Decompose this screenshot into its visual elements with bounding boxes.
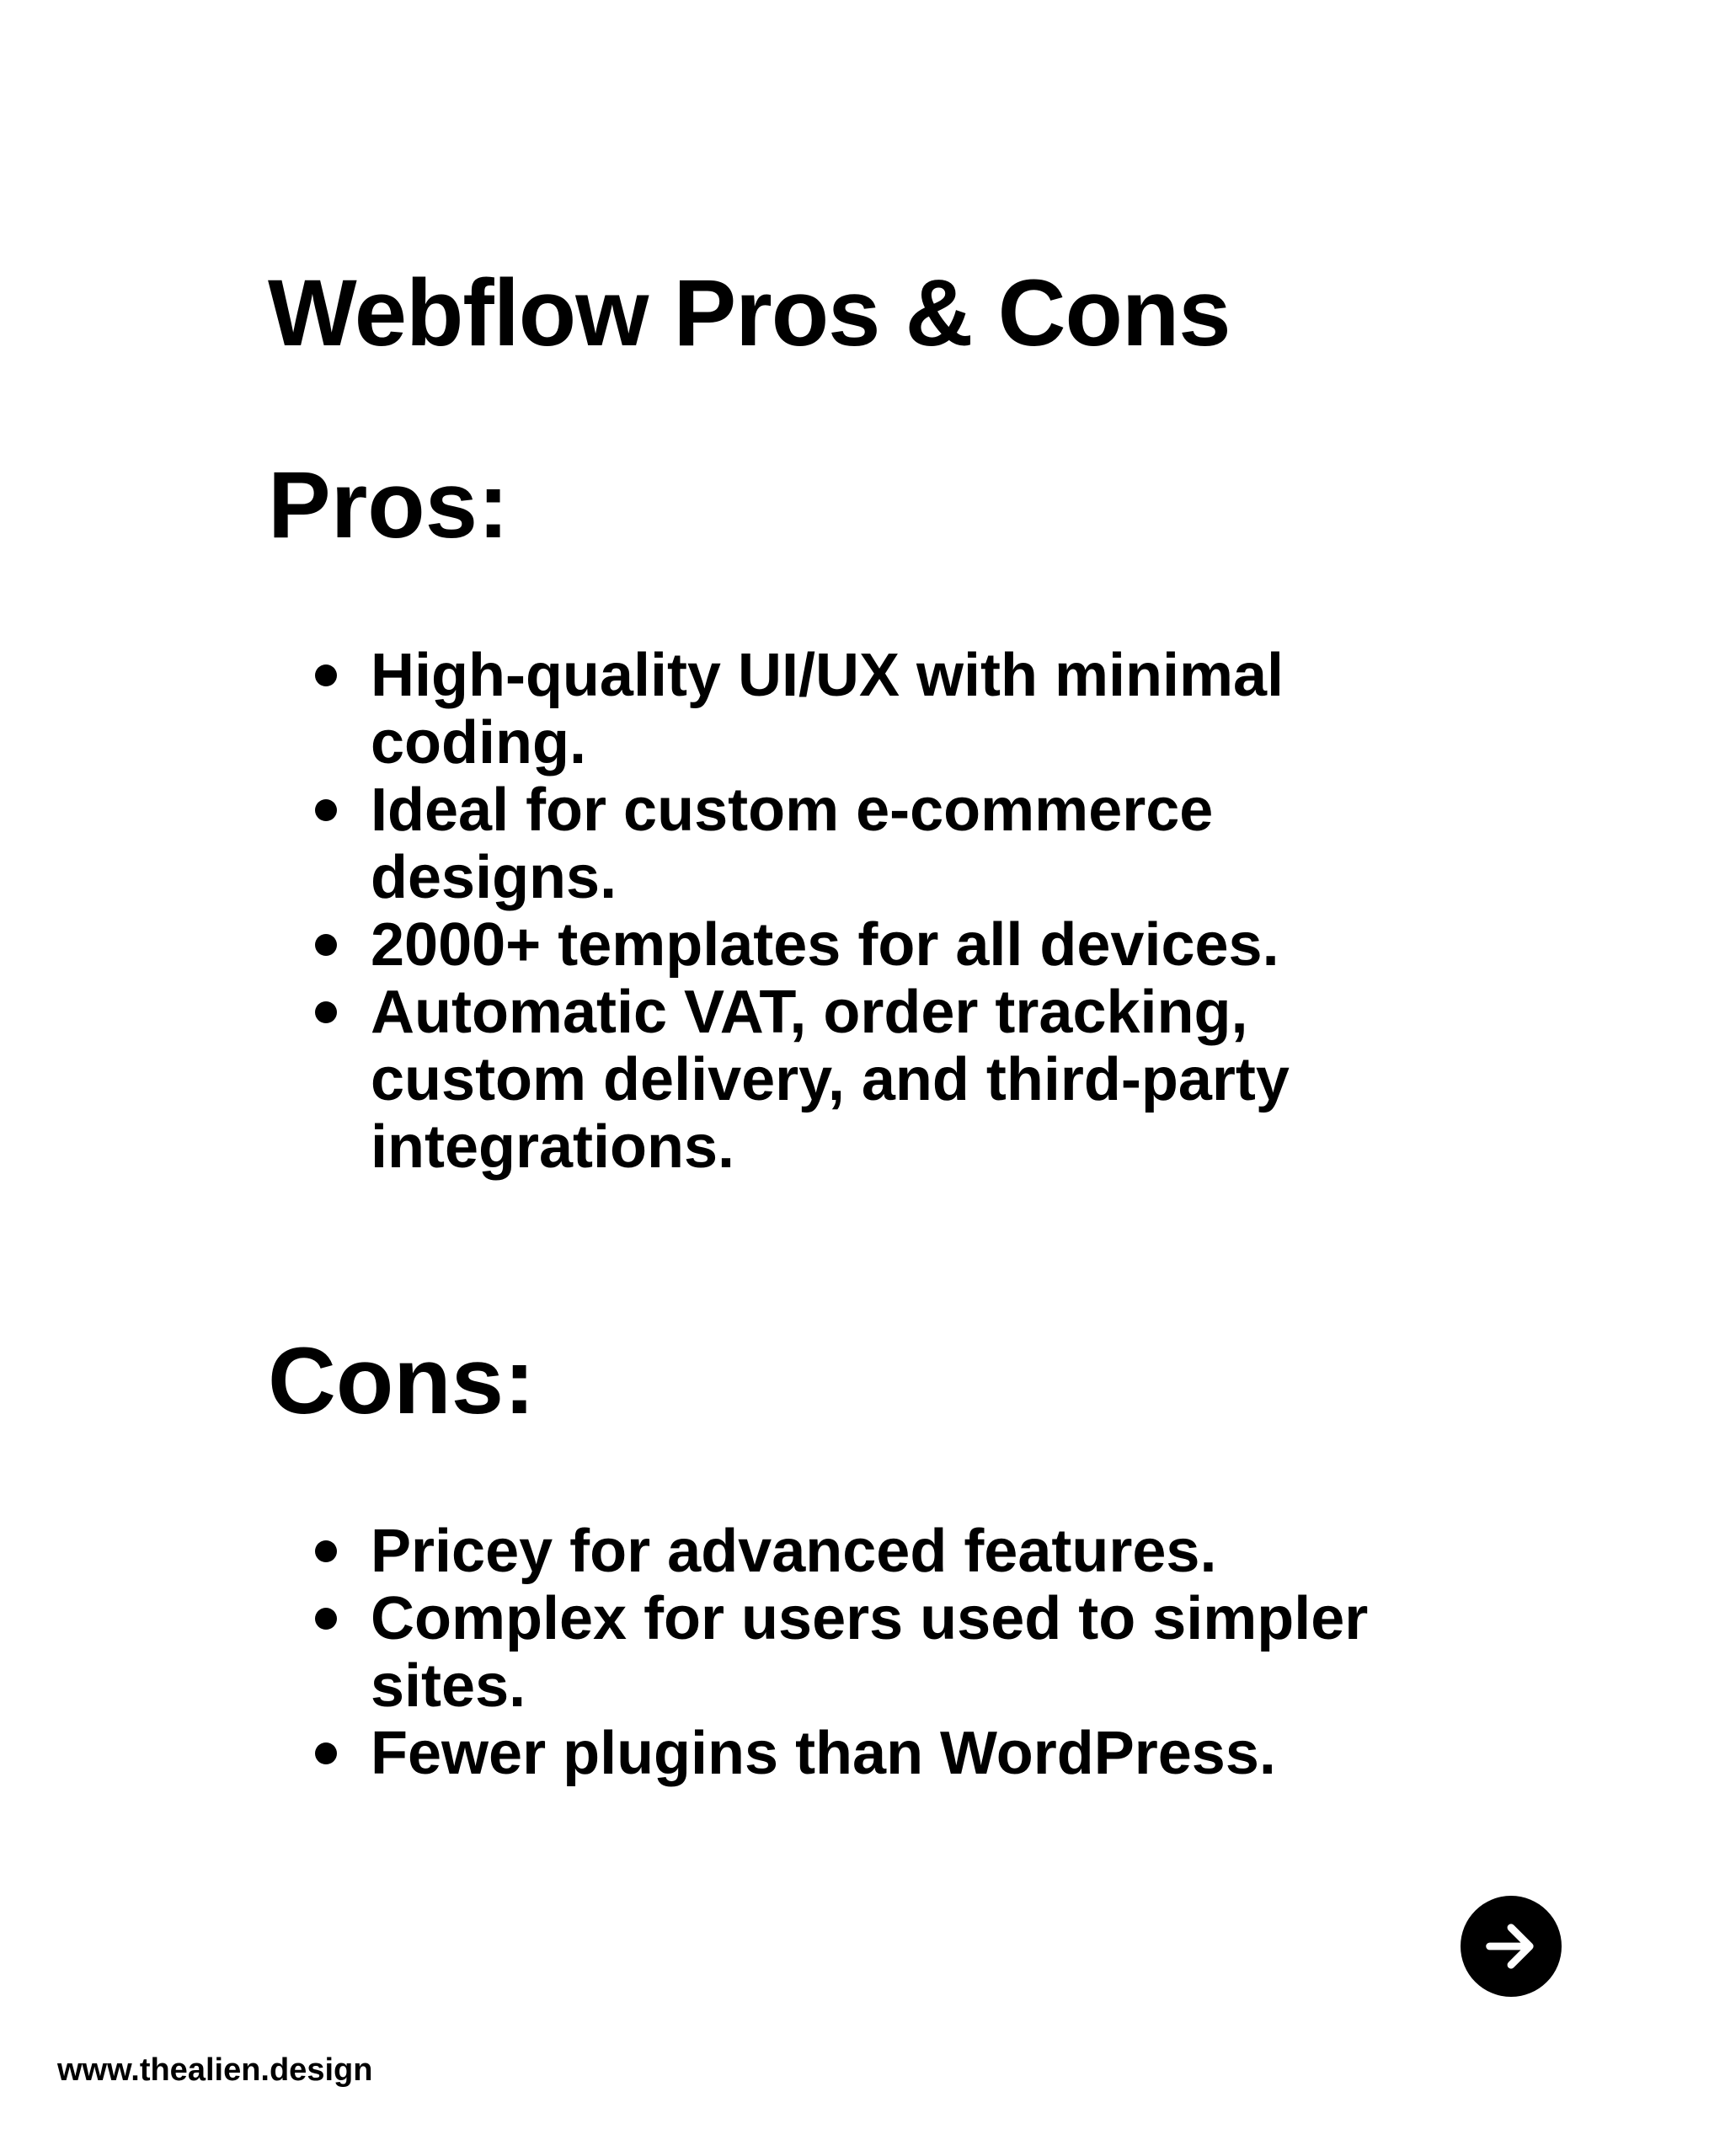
bullet-icon <box>315 1001 337 1023</box>
cons-list <box>371 1518 1466 1787</box>
pros-heading: Pros: <box>268 452 510 558</box>
pros-item-text: Automatic VAT, order tracking, custom delivery, and third-party integrations. <box>371 979 1290 1181</box>
bullet-icon <box>315 799 337 821</box>
pros-list-item <box>371 776 1466 911</box>
cons-list-item <box>371 1518 1466 1585</box>
bullet-icon <box>315 1608 337 1630</box>
bullet-icon <box>315 934 337 956</box>
bullet-icon <box>315 1742 337 1764</box>
cons-heading: Cons: <box>268 1328 536 1433</box>
pros-list <box>371 642 1466 1181</box>
cons-list-item <box>371 1585 1466 1720</box>
cons-list-item <box>371 1720 1466 1787</box>
pros-list-item <box>371 911 1466 979</box>
bullet-icon <box>315 664 337 686</box>
website-link[interactable]: www.thealien.design <box>57 2052 373 2088</box>
pros-item-text: High-quality UI/UX with minimal coding. <box>371 642 1284 776</box>
cons-item-text: Pricey for advanced features. <box>371 1518 1217 1585</box>
next-button[interactable] <box>1461 1896 1562 1997</box>
cons-item-text: Complex for users used to simpler sites. <box>371 1585 1369 1720</box>
bullet-icon <box>315 1540 337 1562</box>
arrow-right-icon <box>1479 1914 1543 1978</box>
pros-item-text: Ideal for custom e-commerce designs. <box>371 776 1214 911</box>
cons-item-text: Fewer plugins than WordPress. <box>371 1720 1276 1787</box>
pros-item-text: 2000+ templates for all devices. <box>371 911 1279 979</box>
pros-list-item <box>371 642 1466 776</box>
pros-list-item <box>371 979 1466 1181</box>
page-title: Webflow Pros & Cons <box>268 260 1231 366</box>
